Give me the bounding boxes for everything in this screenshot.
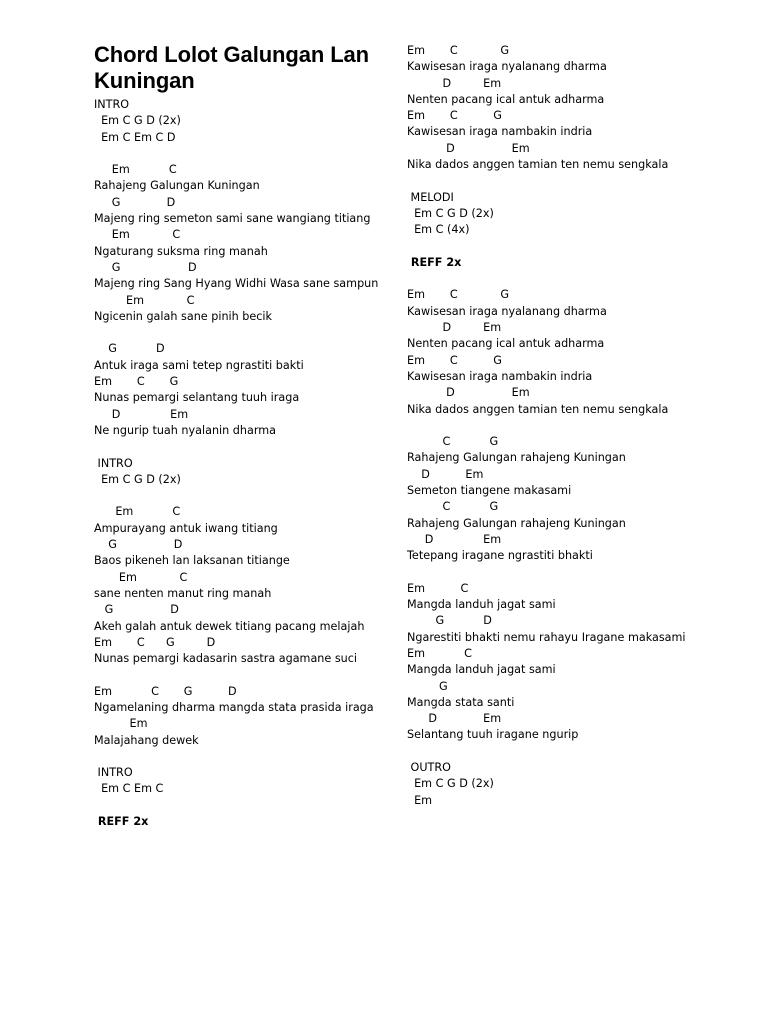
blank-line — [94, 749, 384, 765]
blank-line — [407, 418, 707, 434]
lyric-line: C G — [407, 500, 499, 514]
lyric-line: D Em — [407, 467, 484, 481]
blank-line — [94, 667, 384, 683]
lyric-line: Em — [407, 793, 433, 807]
lyric-line: Nika dados anggen tamian ten nemu sengkala — [407, 158, 669, 172]
lyric-line: Ngarestiti bhakti nemu rahayu Iragane makasami — [407, 630, 686, 644]
lyric-line: Mangda landuh jagat sami — [407, 598, 556, 612]
lyric-line: Rahajeng Galungan rahajeng Kuningan — [407, 516, 626, 530]
lyric-line: Em C G — [407, 288, 510, 302]
lyric-line: Ngaturang suksma ring manah — [94, 244, 268, 258]
lyric-line: C G — [407, 435, 499, 449]
lyric-line: G D — [407, 614, 492, 628]
lyric-line: D Em — [407, 532, 502, 546]
lyric-line: D Em — [94, 407, 189, 421]
lyric-line: Em C — [407, 646, 472, 660]
lyric-line: Nunas pemargi selantang tuuh iraga — [94, 391, 300, 405]
lyric-line: Em C Em C D — [94, 130, 176, 144]
lyrics-column-left — [94, 97, 384, 830]
blank-line — [407, 239, 707, 255]
lyric-line: Mangda stata santi — [407, 695, 515, 709]
lyric-line: Rahajeng Galungan rahajeng Kuningan — [407, 451, 626, 465]
blank-line — [94, 146, 384, 162]
lyric-line: Kawisesan iraga nambakin indria — [407, 369, 593, 383]
lyric-line: MELODI — [407, 190, 454, 204]
lyric-line: Antuk iraga sami tetep ngrastiti bakti — [94, 358, 304, 372]
lyric-line: Em C G D — [94, 684, 237, 698]
lyric-line: Ngicenin galah sane pinih becik — [94, 309, 273, 323]
lyric-line: Em C — [94, 570, 188, 584]
lyric-line: Em C Em C — [94, 782, 164, 796]
lyric-line: D Em — [407, 141, 530, 155]
lyric-line: G — [407, 679, 448, 693]
blank-line — [94, 325, 384, 341]
lyric-line: G D — [94, 538, 183, 552]
lyric-line: Em C G — [94, 375, 179, 389]
lyric-line: D Em — [407, 76, 502, 90]
lyric-line: Mangda landuh jagat sami — [407, 663, 556, 677]
song-title: Chord Lolot Galungan Lan Kuningan — [94, 42, 370, 93]
lyric-line: Nenten pacang ical antuk adharma — [407, 337, 605, 351]
lyric-line: Majeng ring Sang Hyang Widhi Wasa sane sampun — [94, 277, 379, 291]
lyric-line: OUTRO — [407, 761, 451, 775]
blank-line — [407, 744, 707, 760]
lyric-line: D Em — [407, 321, 502, 335]
lyric-line: Em C G — [407, 353, 502, 367]
lyric-line: Akeh galah antuk dewek titiang pacang melajah — [94, 619, 365, 633]
lyric-line: Em — [94, 717, 148, 731]
lyric-line: G D — [94, 342, 165, 356]
lyric-line: Kawisesan iraga nyalanang dharma — [407, 304, 607, 318]
lyric-line: Ampurayang antuk iwang titiang — [94, 521, 278, 535]
lyric-line: Baos pikeneh lan laksanan titiange — [94, 554, 290, 568]
blank-line — [94, 798, 384, 814]
lyric-line: Malajahang dewek — [94, 733, 199, 747]
lyric-line: REFF 2x — [94, 815, 149, 829]
lyric-line: Em C G D (2x) — [94, 472, 181, 486]
lyric-line: INTRO — [94, 98, 130, 111]
lyric-line: INTRO — [94, 456, 133, 470]
lyric-line: Selantang tuuh iragane ngurip — [407, 728, 579, 742]
lyric-line: Semeton tiangene makasami — [407, 484, 572, 498]
lyric-line: Nenten pacang ical antuk adharma — [407, 92, 605, 106]
blank-line — [407, 271, 707, 287]
lyric-line: Em C G D (2x) — [407, 777, 494, 791]
lyric-line: Nunas pemargi kadasarin sastra agamane suci — [94, 652, 358, 666]
lyric-line: D Em — [407, 386, 530, 400]
lyric-line: Ne ngurip tuah nyalanin dharma — [94, 423, 277, 437]
blank-line — [94, 488, 384, 504]
lyric-line: Em C — [94, 163, 177, 177]
lyric-line: Em C (4x) — [407, 223, 470, 237]
lyric-line: Majeng ring semeton sami sane wangiang titiang — [94, 212, 371, 226]
blank-line — [94, 439, 384, 455]
lyric-line: Nika dados anggen tamian ten nemu sengkala — [407, 402, 669, 416]
lyric-line: Em C — [94, 505, 181, 519]
lyric-line: Kawisesan iraga nyalanang dharma — [407, 60, 607, 74]
lyric-line: Kawisesan iraga nambakin indria — [407, 125, 593, 139]
lyrics-column-right — [407, 43, 707, 809]
lyric-line: Em C G D (2x) — [407, 206, 494, 220]
lyric-line: Rahajeng Galungan Kuningan — [94, 179, 260, 193]
lyric-line: Em C G D (2x) — [94, 114, 181, 128]
lyric-line: Tetepang iragane ngrastiti bhakti — [407, 549, 593, 563]
lyric-line: Em C — [94, 228, 181, 242]
lyric-line: Em C G — [407, 44, 510, 57]
lyric-line: Em C — [94, 293, 195, 307]
lyric-line: REFF 2x — [407, 255, 462, 269]
lyric-line: Em C G — [407, 109, 502, 123]
lyric-line: Em C G D — [94, 635, 216, 649]
blank-line — [407, 173, 707, 189]
lyric-line: G D — [94, 260, 197, 274]
lyric-line: sane nenten manut ring manah — [94, 586, 272, 600]
blank-line — [407, 565, 707, 581]
lyric-line: INTRO — [94, 766, 133, 780]
lyric-line: G D — [94, 195, 176, 209]
lyric-line: Ngamelaning dharma mangda stata prasida iraga — [94, 700, 374, 714]
lyric-line: G D — [94, 603, 179, 617]
lyric-line: D Em — [407, 712, 502, 726]
lyric-line: Em C — [407, 581, 469, 595]
